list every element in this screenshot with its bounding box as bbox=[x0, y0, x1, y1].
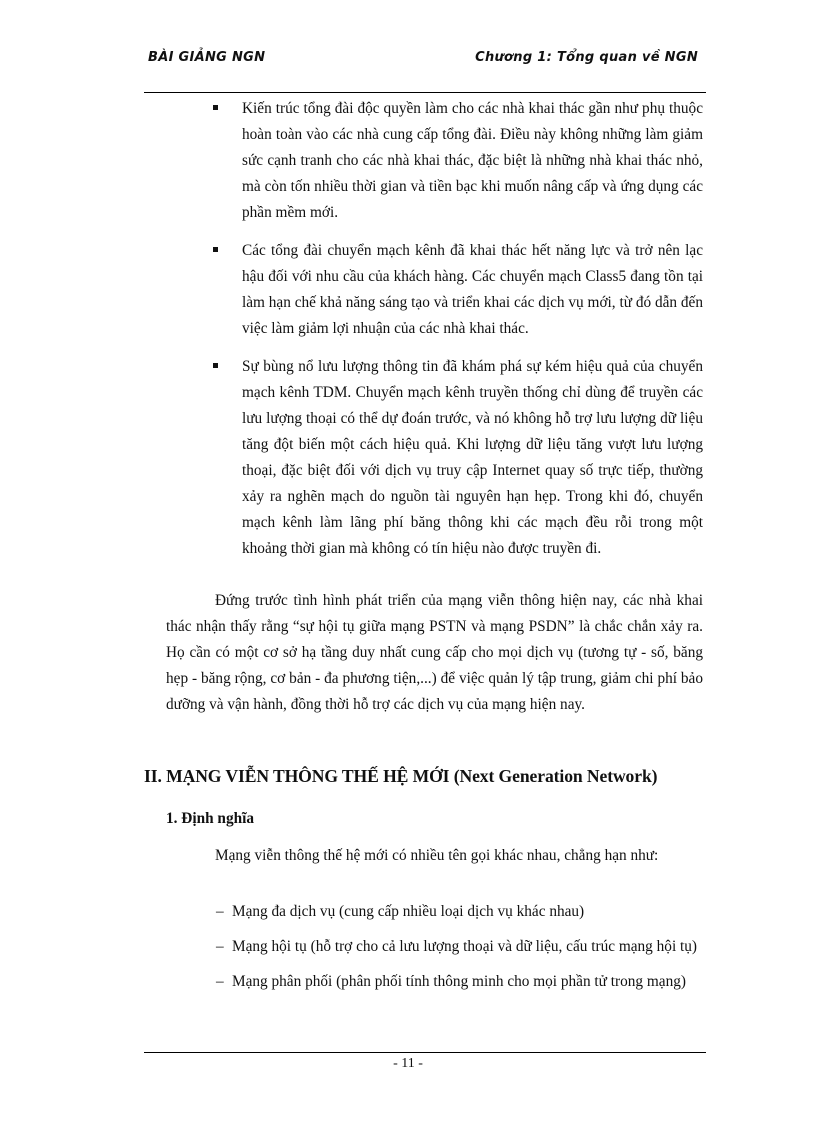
dash-item-text: Mạng hội tụ (hỗ trợ cho cả lưu lượng thoại và dữ liệu, cấu trúc mạng hội tụ) bbox=[232, 938, 698, 955]
bullet-text: Kiến trúc tổng đài độc quyền làm cho các nhà khai thác gần như phụ thuộc hoàn toàn vào các nhà cung cấp tổng đài. Điều này không những làm giảm sức cạnh tranh cho các nhà khai thác, đặc biệt là những nhà khai thác nhỏ, mà còn tốn nhiều thời gian và tiền bạc khi muốn nâng cấp và ứng dụng các phần mềm mới. bbox=[242, 100, 703, 221]
bullet-list bbox=[213, 96, 703, 574]
dash-item bbox=[216, 969, 703, 995]
header-course-title: BÀI GIẢNG NGN bbox=[148, 50, 266, 65]
dash-item-text: Mạng đa dịch vụ (cung cấp nhiều loại dịch vụ khác nhau) bbox=[232, 903, 585, 920]
dash-bullet-icon: – bbox=[216, 973, 224, 990]
square-bullet-icon bbox=[213, 105, 218, 110]
square-bullet-icon bbox=[213, 247, 218, 252]
subsection-heading: 1. Định nghĩa bbox=[166, 810, 254, 827]
bullet-text: Các tổng đài chuyển mạch kênh đã khai thác hết năng lực và trở nên lạc hậu đối với nhu cầu của khách hàng. Các chuyển mạch Class5 đang tồn tại làm hạn chế khả năng sáng tạo và triển khai các dịch vụ mới, từ đó dẫn đến việc làm giảm lợi nhuận của các nhà khai thác. bbox=[242, 242, 703, 337]
dash-item bbox=[216, 934, 703, 960]
dash-list bbox=[216, 899, 703, 1004]
footer-rule bbox=[144, 1052, 706, 1053]
header-rule bbox=[144, 92, 706, 93]
dash-bullet-icon: – bbox=[216, 938, 224, 955]
bullet-item bbox=[213, 238, 703, 342]
page-number: - 11 - bbox=[393, 1056, 423, 1071]
body-paragraph: Đứng trước tình hình phát triển của mạng viễn thông hiện nay, các nhà khai thác nhận thấy rằng “sự hội tụ giữa mạng PSTN và mạng PSDN” là chắc chắn xảy ra. Họ cần có một cơ sở hạ tầng duy nhất cung cấp cho mọi dịch vụ (tương tự - số, băng hẹp - băng rộng, cơ bản - đa phương tiện,...) để việc quản lý tập trung, giảm chi phí bảo dưỡng và vận hành, đồng thời hỗ trợ các dịch vụ của mạng hiện nay. bbox=[166, 592, 703, 713]
dash-bullet-icon: – bbox=[216, 903, 224, 920]
bullet-text: Sự bùng nổ lưu lượng thông tin đã khám phá sự kém hiệu quả của chuyển mạch kênh TDM. Chuyển mạch kênh truyền thống chỉ dùng để truyền các lưu lượng thoại có thể dự đoán trước, và nó không hỗ trợ lưu lượng dữ liệu tăng đột biến một cách hiệu quả. Khi lượng dữ liệu tăng vượt lưu lượng thoại, đặc biệt đối với dịch vụ truy cập Internet quay số trực tiếp, thường xảy ra nghẽn mạch do nguồn tài nguyên hạn hẹp. Trong khi đó, chuyển mạch kênh làm lãng phí băng thông khi các mạch đều rỗi trong một khoảng thời gian mà không có tín hiệu nào được truyền đi. bbox=[242, 358, 703, 557]
dash-item-text: Mạng phân phối (phân phối tính thông minh cho mọi phần tử trong mạng) bbox=[232, 973, 686, 990]
bullet-item bbox=[213, 354, 703, 562]
definition-paragraph: Mạng viễn thông thế hệ mới có nhiều tên gọi khác nhau, chẳng hạn như: bbox=[215, 847, 659, 864]
square-bullet-icon bbox=[213, 363, 218, 368]
section-heading: II. MẠNG VIỄN THÔNG THẾ HỆ MỚI (Next Generation Network) bbox=[144, 766, 658, 786]
dash-item bbox=[216, 899, 703, 925]
bullet-item bbox=[213, 96, 703, 226]
header-chapter-title: Chương 1: Tổng quan về NGN bbox=[475, 50, 698, 65]
